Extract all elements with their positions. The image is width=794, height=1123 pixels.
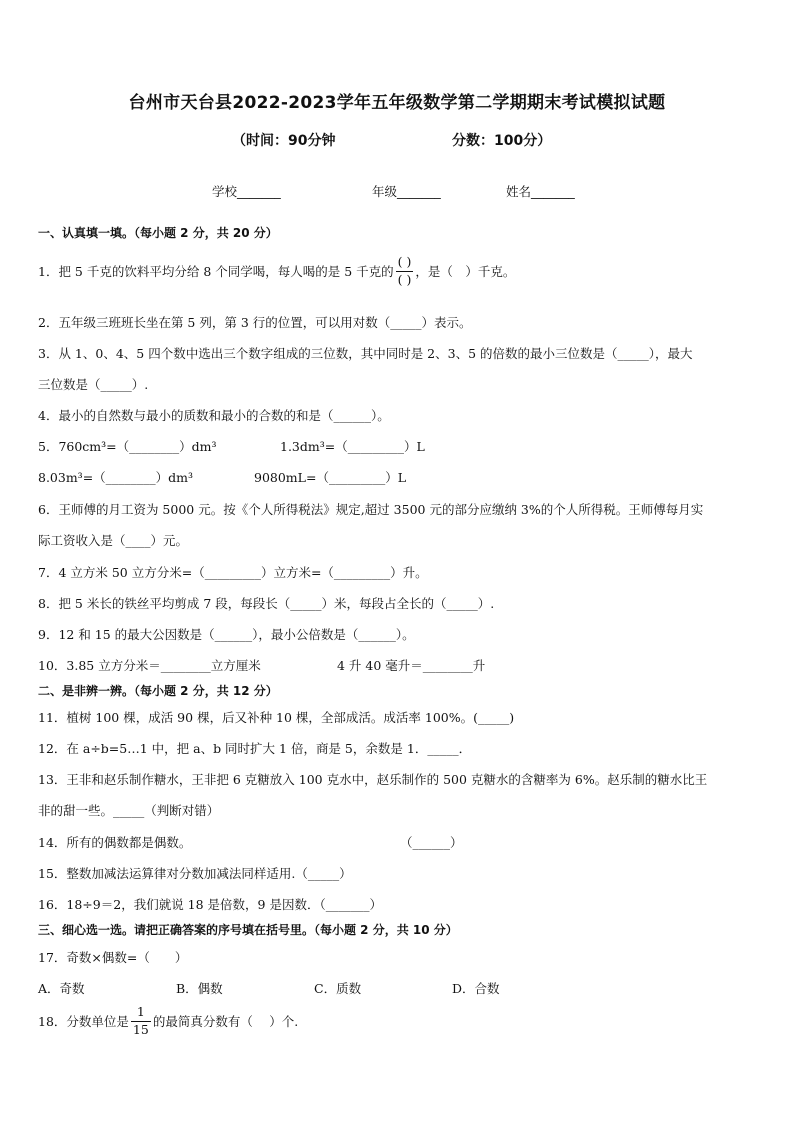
question-15: 15．整数加减法运算律对分数加减法同样适用.（_____） (38, 866, 352, 881)
question-18-text-end: 的最简真分数有（ ）个. (152, 1014, 299, 1029)
question-18-text: 18．分数单位是 (38, 1014, 129, 1029)
question-17: 17．奇数×偶数=（ ） (38, 950, 188, 965)
fraction-denominator: 15 (132, 1021, 149, 1037)
question-5-part-d: 9080mL=（_________）L (254, 470, 406, 485)
question-2: 2．五年级三班班长坐在第 5 列，第 3 行的位置，可以用对数（_____）表示。 (38, 315, 472, 330)
question-17-option-a: A．奇数 (38, 981, 85, 996)
question-4: 4．最小的自然数与最小的质数和最小的合数的和是（______）。 (38, 408, 390, 423)
school-field: 学校_______ (212, 184, 281, 199)
fraction-denominator: ( ) (397, 271, 412, 287)
question-6-line-1: 6．王师傅的月工资为 5000 元。按《个人所得税法》规定,超过 3500 元的部分应缴纳 3%的个人所得税。王师傅每月实 (38, 502, 704, 517)
section-1-heading: 一、认真填一填。（每小题 2 分，共 20 分） (38, 226, 278, 240)
question-5-part-a: 5．760cm³=（________）dm³ (38, 439, 217, 454)
question-1-text: 1．把 5 千克的饮料平均分给 8 个同学喝，每人喝的是 5 千克的 (38, 264, 394, 279)
question-1-fraction (396, 256, 414, 286)
grade-field: 年级_______ (372, 184, 441, 199)
section-2-heading: 二、是非辨一辨。（每小题 2 分，共 12 分） (38, 684, 278, 698)
exam-time: （时间：90分钟 (232, 133, 336, 149)
question-8: 8．把 5 米长的铁丝平均剪成 7 段，每段长（_____）米，每段占全长的（_____）. (38, 596, 495, 611)
question-11: 11．植树 100 棵，成活 90 棵，后又补种 10 棵，全部成活。成活率 100%。(_____) (38, 710, 515, 725)
question-10-part-b: 4 升 40 毫升＝________升 (337, 658, 486, 673)
question-5-part-b: 1.3dm³=（_________）L (280, 439, 425, 454)
question-16: 16．18÷9＝2，我们就说 18 是倍数，9 是因数．（_______） (38, 897, 382, 912)
section-3-heading: 三、细心选一选。请把正确答案的序号填在括号里。（每小题 2 分，共 10 分） (38, 923, 458, 937)
question-3-line-1: 3．从 1、0、4、5 四个数中选出三个数字组成的三位数，其中同时是 2、3、5 的倍数的最小三位数是（_____），最大 (38, 346, 693, 361)
question-14: 14．所有的偶数都是偶数。 (38, 835, 192, 850)
question-5-part-c: 8.03m³=（________）dm³ (38, 470, 194, 485)
question-17-option-b: B．偶数 (176, 981, 223, 996)
question-18-fraction (131, 1006, 151, 1036)
question-7: 7．4 立方米 50 立方分米=（_________）立方米=（_________）升。 (38, 565, 428, 580)
question-1-text-end: ，是（ ）千克。 (415, 264, 516, 279)
question-10-part-a: 10．3.85 立方分米＝________立方厘米 (38, 658, 261, 673)
question-1 (38, 256, 515, 286)
name-field: 姓名_______ (506, 184, 575, 199)
question-3-line-2: 三位数是（_____）. (38, 377, 149, 392)
fraction-numerator: ( ) (397, 254, 412, 269)
question-6-line-2: 际工资收入是（____）元。 (38, 533, 189, 548)
question-14-blank: （______） (400, 835, 463, 850)
page-title: 台州市天台县2022-2023学年五年级数学第二学期期末考试模拟试题 (128, 93, 666, 113)
exam-score: 分数：100分） (452, 133, 552, 149)
question-13-line-1: 13．王非和赵乐制作糖水，王非把 6 克糖放入 100 克水中，赵乐制作的 500 克糖水的含糖率为 6%。赵乐制的糖水比王 (38, 772, 708, 787)
fraction-numerator: 1 (136, 1004, 145, 1019)
question-17-option-c: C．质数 (314, 981, 362, 996)
question-13-line-2: 非的甜一些。_____（判断对错） (38, 803, 220, 818)
question-9: 9．12 和 15 的最大公因数是（______），最小公倍数是（______）。 (38, 627, 415, 642)
question-17-option-d: D．合数 (452, 981, 500, 996)
question-18 (38, 1006, 298, 1036)
question-12: 12．在 a÷b=5…1 中，把 a、b 同时扩大 1 倍，商是 5，余数是 1．_____． (38, 741, 472, 756)
